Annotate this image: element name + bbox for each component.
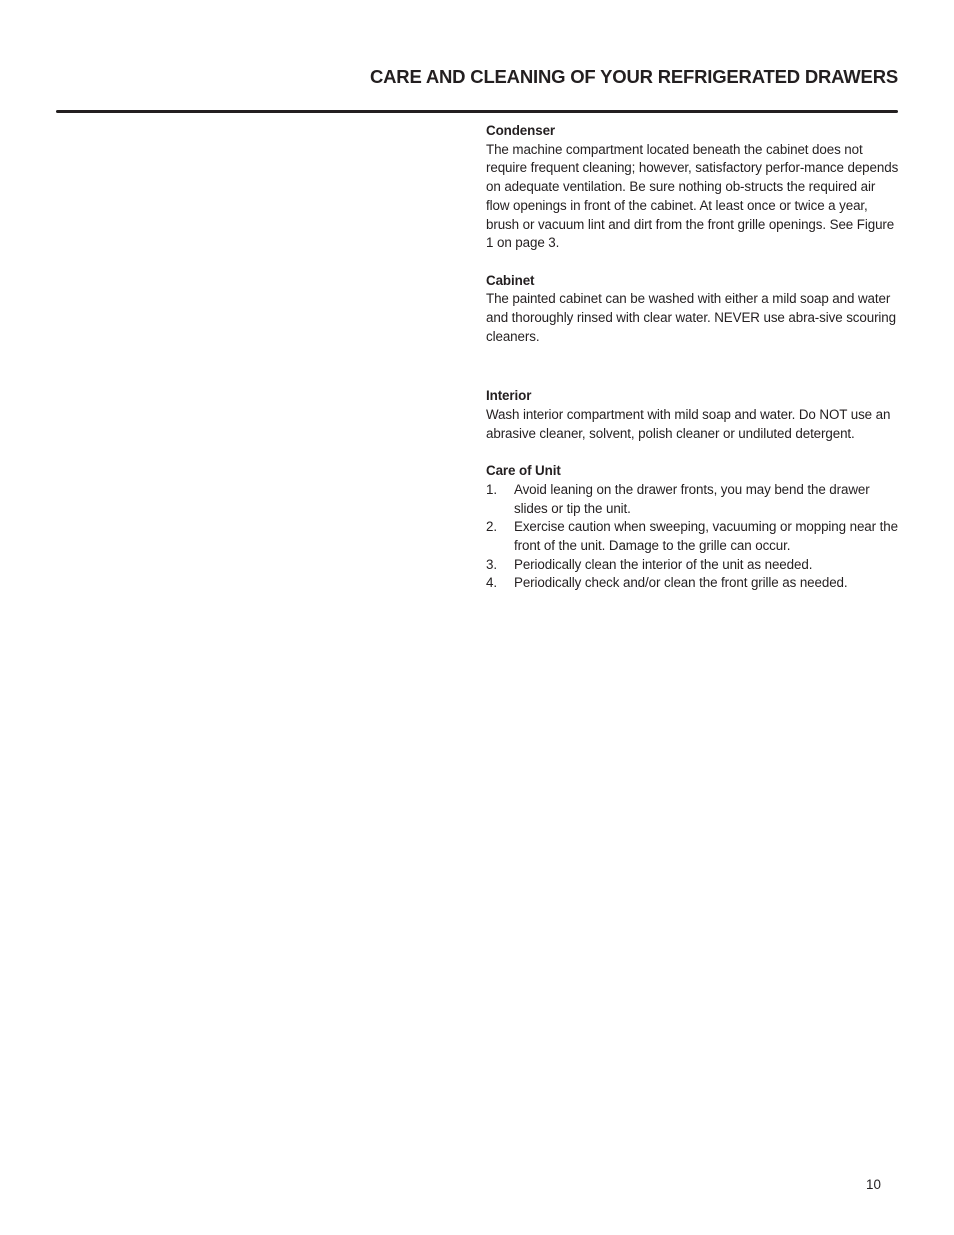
page-number: 10 xyxy=(866,1177,881,1192)
page-title: CARE AND CLEANING OF YOUR REFRIGERATED DRAWERS xyxy=(369,66,898,87)
list-item xyxy=(486,574,900,593)
content-column xyxy=(486,122,900,593)
list-item-number: 2. xyxy=(486,519,497,535)
section-care-of-unit xyxy=(486,462,900,593)
care-list xyxy=(486,481,900,593)
list-item-number: 3. xyxy=(486,556,497,572)
section-body-condenser: The machine compartment located beneath the cabinet does not require frequent cleaning; however, satisfactory perfor-mance depends on adequate ventilation. Be sure nothing ob-structs the required air flow openings in front of the cabinet. At least once or twice a year, brush or vacuum lint and dirt from the front grille openings. See Figure 1 on page 3. xyxy=(486,141,899,251)
list-item-number: 1. xyxy=(486,481,497,497)
title-divider xyxy=(56,110,898,113)
list-item-number: 4. xyxy=(486,575,497,591)
section-interior xyxy=(486,387,900,443)
section-heading-care-of-unit: Care of Unit xyxy=(486,463,561,479)
section-body-interior: Wash interior compartment with mild soap and water. Do NOT use an abrasive cleaner, solvent, polish cleaner or undiluted detergent. xyxy=(486,407,891,441)
list-item-text: Periodically clean the interior of the unit as needed. xyxy=(514,556,813,572)
list-item xyxy=(486,481,900,518)
list-item-text: Exercise caution when sweeping, vacuuming or mopping near the front of the unit. Damage to the grille can occur. xyxy=(514,519,898,554)
section-heading-cabinet: Cabinet xyxy=(486,272,535,288)
list-item xyxy=(486,518,900,555)
list-item xyxy=(486,556,900,575)
list-item-text: Periodically check and/or clean the front grille as needed. xyxy=(514,575,848,591)
section-heading-condenser: Condenser xyxy=(486,123,556,138)
section-body-cabinet: The painted cabinet can be washed with either a mild soap and water and thoroughly rinsed with clear water. NEVER use abra-sive scouring cleaners. xyxy=(486,291,897,344)
section-condenser xyxy=(486,122,900,253)
list-item-text: Avoid leaning on the drawer fronts, you may bend the drawer slides or tip the unit. xyxy=(514,481,870,516)
section-cabinet xyxy=(486,272,900,347)
section-heading-interior: Interior xyxy=(486,388,532,404)
